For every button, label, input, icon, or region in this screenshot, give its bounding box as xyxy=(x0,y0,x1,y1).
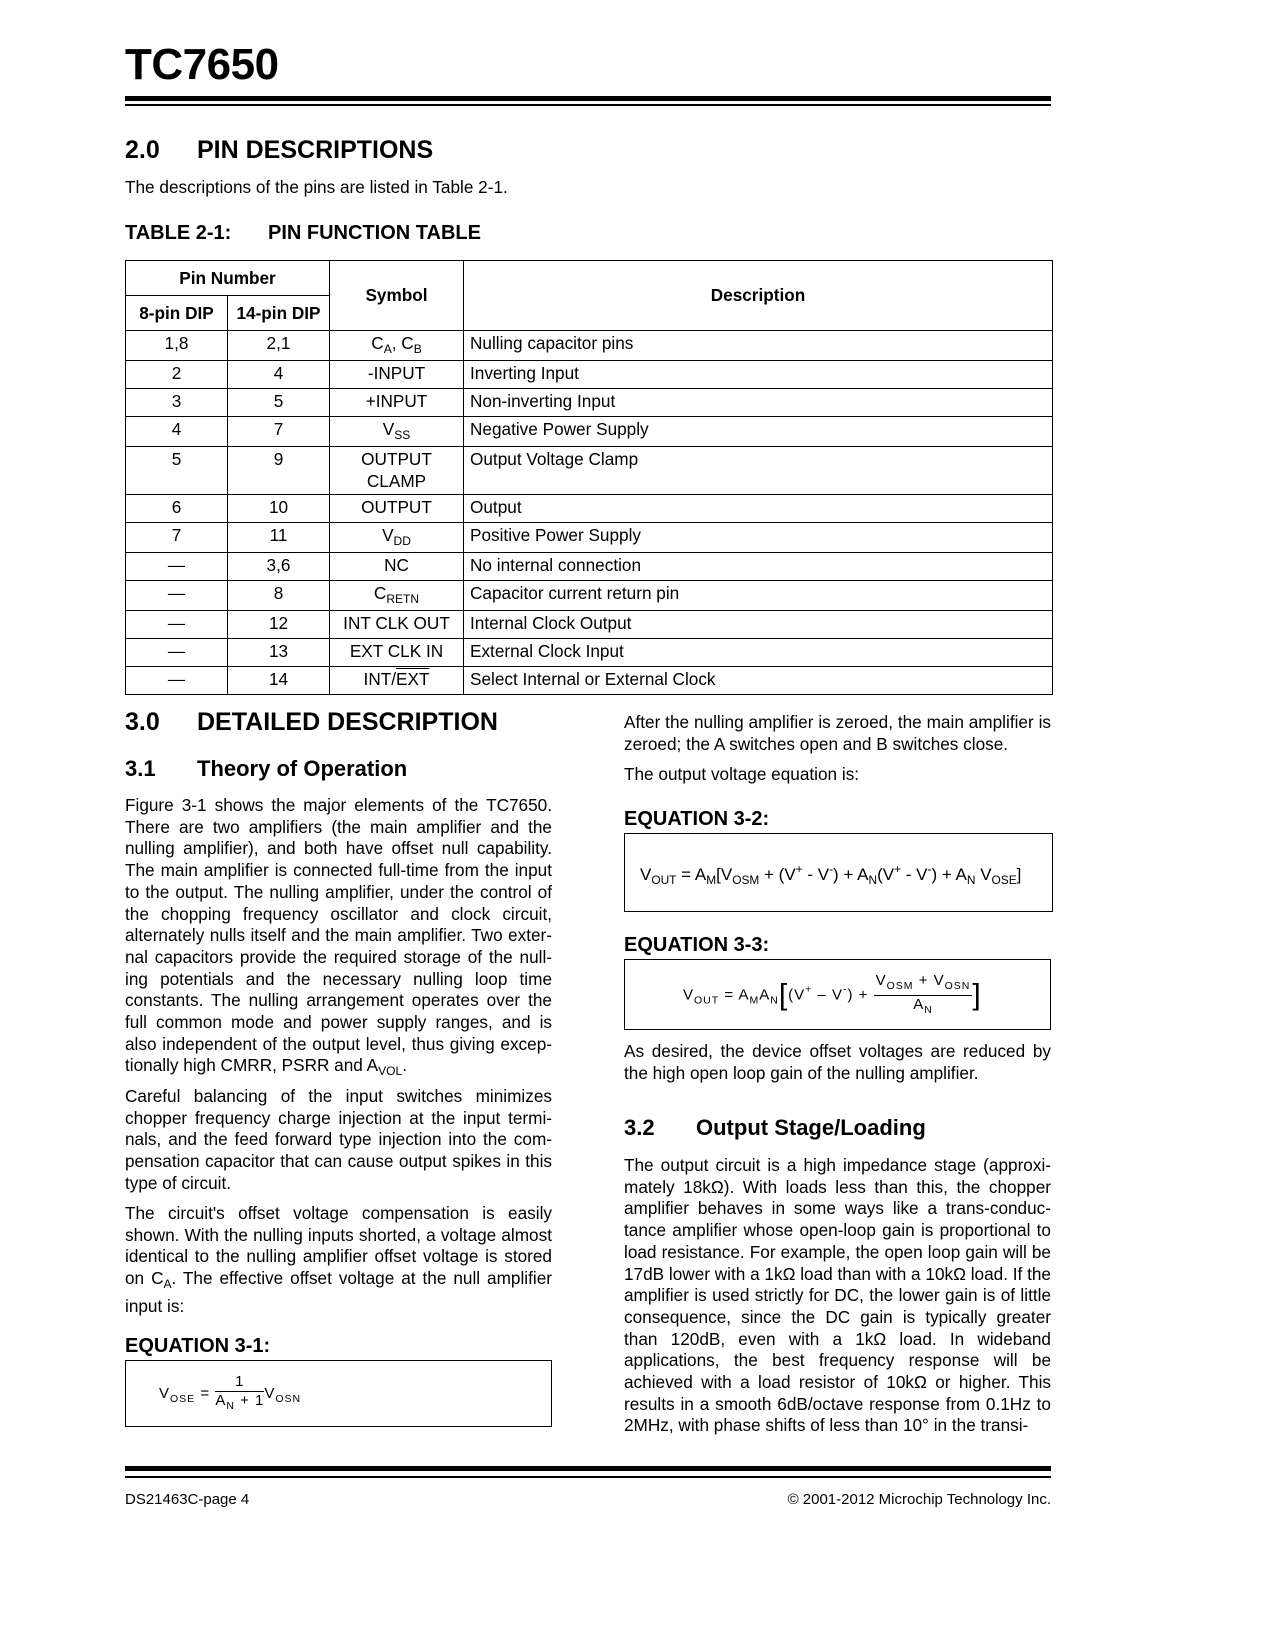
section-2-heading xyxy=(125,136,433,165)
equation-3-1-label: EQUATION 3-1: xyxy=(125,1335,271,1357)
cell-14pin: 3,6 xyxy=(228,553,330,581)
equation-3-1-box xyxy=(125,1360,552,1427)
symbol-main: V xyxy=(382,525,394,545)
cell-description: Select Internal or External Clock xyxy=(464,667,1053,695)
section-3-heading xyxy=(125,708,498,737)
eq-sub: N xyxy=(868,873,878,887)
subsection-3-1-number: 3.1 xyxy=(125,756,156,781)
table-row xyxy=(126,331,1053,361)
symbol-sub: RETN xyxy=(386,592,420,606)
cell-description: Nulling capacitor pins xyxy=(464,331,1053,361)
cell-description: External Clock Input xyxy=(464,639,1053,667)
eq-sup: + xyxy=(795,862,803,876)
header-rule-thick xyxy=(125,96,1051,101)
section-2-title: PIN DESCRIPTIONS xyxy=(197,136,434,164)
cell-8pin: 6 xyxy=(126,495,228,523)
cell-14pin: 5 xyxy=(228,389,330,417)
eq-term: ] xyxy=(1016,865,1022,884)
symbol-prefix: INT/ xyxy=(363,669,397,689)
eq-sub: M xyxy=(749,994,760,1007)
eq-term: V xyxy=(640,865,652,884)
section-3-title: DETAILED DESCRIPTION xyxy=(197,708,498,736)
eq-term: - V xyxy=(901,865,928,884)
eq-term: = xyxy=(195,1384,216,1402)
footer-rule-thin xyxy=(125,1476,1051,1478)
cell-description: No internal connection xyxy=(464,553,1053,581)
cell-8pin: — xyxy=(126,611,228,639)
eq-term: – V xyxy=(812,986,843,1004)
header-description: Description xyxy=(464,261,1053,331)
eq-term: (V xyxy=(877,865,895,884)
table-row xyxy=(126,581,1053,611)
eq-sub: N xyxy=(770,994,779,1007)
cell-14pin: 7 xyxy=(228,417,330,447)
eq-term: A xyxy=(913,996,925,1013)
cell-8pin: — xyxy=(126,667,228,695)
paragraph-end: . xyxy=(402,1055,408,1076)
eq-sub: OSM xyxy=(886,980,914,992)
eq-term: V xyxy=(159,1384,171,1402)
paragraph-theory-2: Careful balancing of the input switches minimizes chopper frequency charge injection at the input termi-nals, and the feed forward type injection into the com-pensation capacitor that can cause output spikes in this type of circuit. xyxy=(125,1086,552,1193)
cell-14pin: 4 xyxy=(228,361,330,389)
cell-symbol xyxy=(330,417,464,447)
cell-symbol: -INPUT xyxy=(330,361,464,389)
eq-denominator xyxy=(874,996,973,1019)
eq-term: = A xyxy=(676,865,707,884)
eq-term: A xyxy=(759,986,771,1004)
cell-symbol: EXT CLK IN xyxy=(330,639,464,667)
cell-8pin: 1,8 xyxy=(126,331,228,361)
paragraph-theory-1 xyxy=(125,795,552,1083)
cell-description: Inverting Input xyxy=(464,361,1053,389)
table-row xyxy=(126,553,1053,581)
eq-sup: - xyxy=(829,862,834,876)
eq-sup: - xyxy=(843,983,848,996)
eq-term: V xyxy=(683,986,695,1004)
cell-symbol: NC xyxy=(330,553,464,581)
pin-function-table xyxy=(125,260,1053,695)
cell-8pin: 7 xyxy=(126,523,228,553)
eq-numerator xyxy=(874,972,973,996)
cell-symbol xyxy=(330,667,464,695)
subsection-3-2-number: 3.2 xyxy=(624,1115,655,1140)
symbol-ca-sub: A xyxy=(383,342,392,356)
subsection-3-2-heading xyxy=(624,1115,926,1141)
cell-8pin: 2 xyxy=(126,361,228,389)
equation-3-3 xyxy=(683,972,982,1019)
footer-copyright: © 2001-2012 Microchip Technology Inc. xyxy=(787,1491,1051,1508)
eq-fraction xyxy=(215,1373,264,1415)
header-14pin: 14-pin DIP xyxy=(228,296,330,331)
eq-numerator: 1 xyxy=(215,1373,264,1392)
section-2-number: 2.0 xyxy=(125,136,160,164)
subsection-3-2-title: Output Stage/Loading xyxy=(696,1115,926,1140)
header-symbol: Symbol xyxy=(330,261,464,331)
eq-bracket: [ xyxy=(778,978,789,1012)
cell-14pin: 13 xyxy=(228,639,330,667)
header-rule-thin xyxy=(125,104,1051,106)
eq-term: ) + xyxy=(847,986,874,1004)
eq-denominator xyxy=(215,1392,264,1415)
header-pin-number: Pin Number xyxy=(126,261,330,296)
table-row xyxy=(126,639,1053,667)
paragraph-theory-3 xyxy=(125,1203,552,1318)
eq-bracket: ] xyxy=(972,978,982,1012)
cell-symbol: OUTPUT xyxy=(330,495,464,523)
section-2-intro: The descriptions of the pins are listed in Table 2-1. xyxy=(125,177,508,197)
ca-sub: A xyxy=(163,1277,172,1292)
cell-14pin: 14 xyxy=(228,667,330,695)
table-row xyxy=(126,523,1053,553)
symbol-line1: OUTPUT xyxy=(361,449,432,469)
cell-symbol: INT CLK OUT xyxy=(330,611,464,639)
cell-14pin: 11 xyxy=(228,523,330,553)
symbol-cb: C xyxy=(401,333,414,353)
eq-sub: OSE xyxy=(991,873,1017,887)
eq-term: V xyxy=(975,865,992,884)
eq-term: V xyxy=(264,1384,276,1402)
equation-3-2 xyxy=(640,862,1021,887)
cell-14pin: 2,1 xyxy=(228,331,330,361)
table-row xyxy=(126,389,1053,417)
cell-description: Capacitor current return pin xyxy=(464,581,1053,611)
subsection-3-1-heading xyxy=(125,756,407,782)
header-8pin: 8-pin DIP xyxy=(126,296,228,331)
table-name: PIN FUNCTION TABLE xyxy=(268,222,481,244)
eq-sub: N xyxy=(226,1400,235,1412)
cell-symbol xyxy=(330,447,464,495)
cell-8pin: — xyxy=(126,581,228,611)
paragraph-right-2: The output voltage equation is: xyxy=(624,764,860,784)
cell-description: Internal Clock Output xyxy=(464,611,1053,639)
cell-description: Non-inverting Input xyxy=(464,389,1053,417)
symbol-sep: , xyxy=(391,333,402,353)
symbol-sub: DD xyxy=(393,534,411,548)
eq-sup: + xyxy=(894,862,902,876)
document-title: TC7650 xyxy=(125,40,279,89)
eq-term: ) + A xyxy=(931,865,967,884)
equation-3-1 xyxy=(159,1373,301,1415)
cell-symbol xyxy=(330,331,464,361)
symbol-sub: SS xyxy=(394,428,411,442)
paragraph-end: . The effective offset voltage at the null amplifier input is: xyxy=(125,1268,552,1316)
table-title xyxy=(125,222,481,245)
symbol-overline: $\overline{EXT}$ xyxy=(396,669,430,689)
eq-sub: M xyxy=(706,873,717,887)
eq-sup: + xyxy=(805,983,813,996)
table-label: TABLE 2-1: xyxy=(125,222,232,244)
cell-8pin: 3 xyxy=(126,389,228,417)
eq-term: + V xyxy=(913,972,945,989)
table-row xyxy=(126,447,1053,495)
table-row xyxy=(126,417,1053,447)
eq-sub: N xyxy=(924,1004,933,1016)
cell-14pin: 10 xyxy=(228,495,330,523)
eq-fraction xyxy=(874,972,973,1019)
paragraph-right-3: As desired, the device offset voltages are reduced by the high open loop gain of the nulling amplifier. xyxy=(624,1041,1051,1083)
paragraph-right-1: After the nulling amplifier is zeroed, the main amplifier is zeroed; the A switches open and B switches close. xyxy=(624,712,1051,754)
cell-description: Positive Power Supply xyxy=(464,523,1053,553)
eq-term: V xyxy=(875,972,887,989)
eq-term: - V xyxy=(802,865,830,884)
eq-sub: OUT xyxy=(694,994,720,1007)
cell-8pin: 5 xyxy=(126,447,228,495)
eq-sub: OSN xyxy=(275,1392,302,1405)
avol-sub: VOL xyxy=(378,1064,403,1079)
paragraph-text: Figure 3-1 shows the major elements of the TC7650. There are two amplifiers (the main amplifier and the nulling amplifier), and both have offset null capability. The main amplifier is connected full-time from the input to the output. The nulling amplifier, under the control of the chopping frequency oscillator and clock circuit, alternately nulls itself and the main amplifier. Two exter-nal capacitors provide the required storage of the null-ing potentials and the necessary nulling loop time constants. The nulling arrangement operates over the full common mode and power supply ranges, and is also independent of the output level, thus giving excep-tionally high CMRR, PSRR and A xyxy=(125,795,552,1076)
eq-term: = A xyxy=(719,986,750,1004)
eq-term: + (V xyxy=(759,865,796,884)
section-3-number: 3.0 xyxy=(125,708,160,736)
cell-8pin: — xyxy=(126,553,228,581)
footer-page-id: DS21463C-page 4 xyxy=(125,1491,250,1508)
table-row xyxy=(126,361,1053,389)
symbol-line2: CLAMP xyxy=(366,471,427,491)
cell-description: Output xyxy=(464,495,1053,523)
cell-description: Negative Power Supply xyxy=(464,417,1053,447)
eq-sub: OSN xyxy=(944,980,971,992)
equation-3-3-box xyxy=(624,959,1051,1030)
eq-sup: - xyxy=(927,862,932,876)
eq-term: A xyxy=(215,1392,227,1409)
symbol-cb-sub: B xyxy=(413,342,422,356)
paragraph-output-stage: The output circuit is a high impedance stage (approxi-mately 18kΩ). With loads less than this, the chopper amplifier behaves in some ways like a trans-conduc-tance amplifier whose open-loop gain is proportional to load resistance. For example, the open loop gain will be 17dB lower with a 1kΩ load than with a 10kΩ load. If the amplifier is used strictly for DC, the lower gain is of little consequence, since the DC gain is typically greater than 120dB, even with a 1kΩ load. In wideband applications, the best frequency response will be achieved with a load resistor of 10kΩ or higher. This results in a smooth 6dB/octave response from 0.1Hz to 2MHz, with phase shifts of less than 10° in the transi- xyxy=(624,1155,1051,1436)
table-row xyxy=(126,611,1053,639)
cell-symbol xyxy=(330,523,464,553)
equation-3-3-label: EQUATION 3-3: xyxy=(624,934,770,956)
cell-14pin: 12 xyxy=(228,611,330,639)
eq-term: + 1 xyxy=(234,1392,265,1409)
eq-term: [V xyxy=(716,865,733,884)
eq-sub: OUT xyxy=(651,873,677,887)
paragraph-text: The circuit's offset voltage compensation is easily shown. With the nulling inputs shorted, a voltage almost identical to the nulling amplifier offset voltage is stored on C xyxy=(125,1203,552,1289)
equation-3-2-box xyxy=(624,833,1053,912)
table-row xyxy=(126,495,1053,523)
symbol-main: C xyxy=(373,583,387,603)
eq-sub: OSE xyxy=(170,1392,196,1405)
symbol-main: V xyxy=(382,419,395,439)
cell-8pin: — xyxy=(126,639,228,667)
cell-8pin: 4 xyxy=(126,417,228,447)
cell-symbol xyxy=(330,581,464,611)
equation-3-2-label: EQUATION 3-2: xyxy=(624,808,770,830)
eq-sub: OSM xyxy=(732,873,760,887)
eq-term: (V xyxy=(788,986,806,1004)
subsection-3-1-title: Theory of Operation xyxy=(197,756,408,781)
eq-term: ) + A xyxy=(833,865,869,884)
eq-sub: N xyxy=(966,873,976,887)
cell-14pin: 9 xyxy=(228,447,330,495)
cell-14pin: 8 xyxy=(228,581,330,611)
symbol-ca: C xyxy=(371,333,384,353)
table-row xyxy=(126,667,1053,695)
cell-description: Output Voltage Clamp xyxy=(464,447,1053,495)
footer-rule-thick xyxy=(125,1466,1051,1471)
cell-symbol: +INPUT xyxy=(330,389,464,417)
